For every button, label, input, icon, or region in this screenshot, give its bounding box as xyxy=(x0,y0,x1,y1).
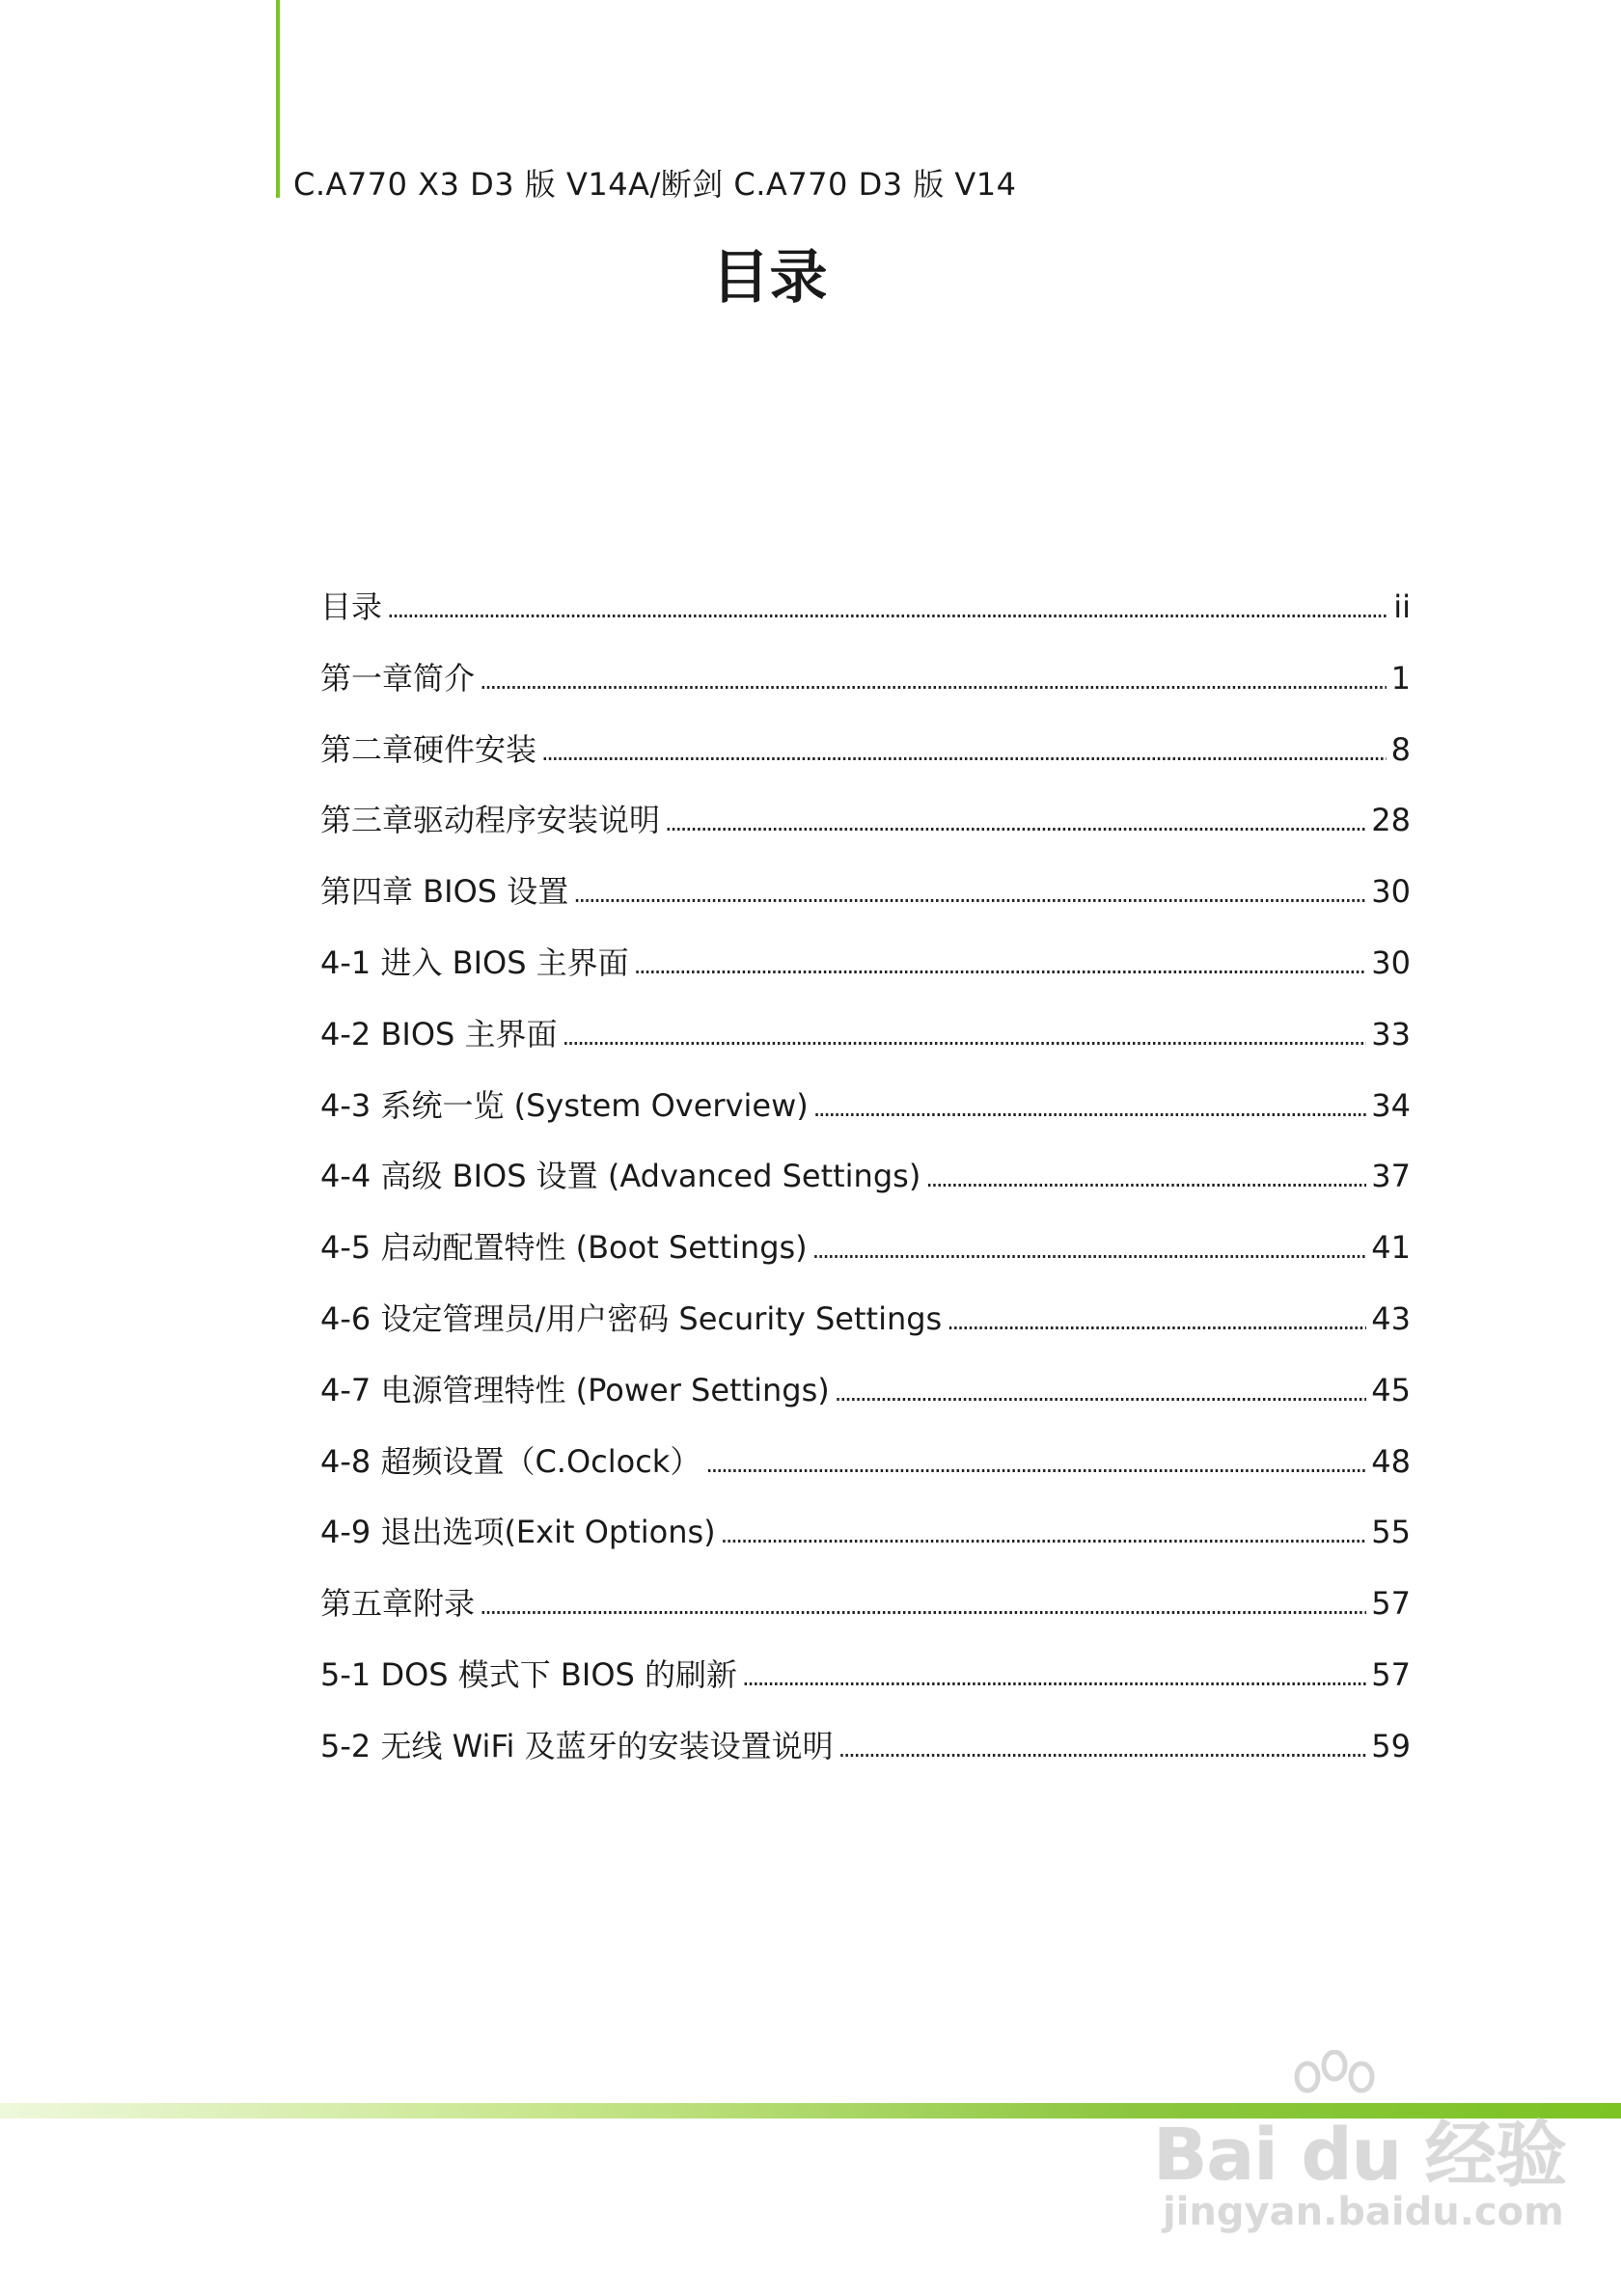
toc-entry-page: 59 xyxy=(1371,1727,1411,1764)
watermark-brand: Bai du 经验 xyxy=(1153,2114,1566,2197)
toc-entry[interactable] xyxy=(320,1579,1411,1651)
toc-dot-leader xyxy=(563,1016,1367,1052)
toc-dot-leader xyxy=(634,944,1367,981)
toc-entry-label: 第二章硬件安装 xyxy=(320,730,537,768)
toc-entry-label: 4-6 设定管理员/用户密码 Security Settings xyxy=(320,1299,943,1337)
watermark-url: jingyan.baidu.com xyxy=(1163,2190,1564,2234)
toc-dot-leader xyxy=(925,1158,1366,1194)
toc-entry-page: 33 xyxy=(1371,1015,1411,1052)
baidu-jingyan-watermark xyxy=(1153,2050,1566,2243)
toc-entry[interactable] xyxy=(320,1722,1411,1793)
toc-entry[interactable] xyxy=(320,1651,1411,1722)
toc-entry-page: 1 xyxy=(1390,659,1411,697)
toc-dot-leader xyxy=(813,1087,1367,1124)
toc-entry-page: 41 xyxy=(1371,1229,1411,1267)
toc-entry[interactable] xyxy=(320,1152,1411,1223)
toc-entry-page: 37 xyxy=(1371,1158,1411,1195)
toc-entry[interactable] xyxy=(320,1010,1411,1081)
toc-dot-leader xyxy=(838,1728,1367,1764)
toc-entry[interactable] xyxy=(320,725,1411,797)
toc-entry[interactable] xyxy=(320,583,1411,654)
toc-entry-label: 4-2 BIOS 主界面 xyxy=(320,1015,558,1052)
header-accent-rule xyxy=(276,0,280,198)
page-title: 目录 xyxy=(711,244,828,312)
toc-entry-page: 48 xyxy=(1371,1442,1411,1480)
toc-entry-page: 43 xyxy=(1371,1299,1411,1337)
toc-entry-page: 57 xyxy=(1371,1585,1411,1623)
toc-entry-page: 34 xyxy=(1371,1086,1411,1124)
toc-dot-leader xyxy=(835,1372,1367,1408)
toc-entry[interactable] xyxy=(320,1295,1411,1366)
toc-entry[interactable] xyxy=(320,1081,1411,1153)
toc-dot-leader xyxy=(742,1656,1366,1693)
toc-entry-label: 4-9 退出选项(Exit Options) xyxy=(320,1514,716,1551)
toc-entry-label: 4-3 系统一览 (System Overview) xyxy=(320,1086,809,1124)
toc-entry-page: 45 xyxy=(1371,1371,1411,1408)
toc-entry[interactable] xyxy=(320,1437,1411,1509)
toc-entry-page: 8 xyxy=(1390,730,1411,768)
toc-dot-leader xyxy=(541,731,1387,768)
toc-entry-page: 28 xyxy=(1371,802,1411,839)
toc-dot-leader xyxy=(705,1443,1366,1480)
toc-entry[interactable] xyxy=(320,939,1411,1010)
toc-entry-label: 4-8 超频设置（C.Oclock） xyxy=(320,1442,701,1480)
toc-entry[interactable] xyxy=(320,1366,1411,1437)
toc-entry-label: 4-4 高级 BIOS 设置 (Advanced Settings) xyxy=(320,1158,921,1195)
toc-entry-label: 4-5 启动配置特性 (Boot Settings) xyxy=(320,1229,808,1267)
toc-dot-leader xyxy=(387,588,1388,625)
toc-entry-page: ii xyxy=(1393,588,1411,625)
toc-entry[interactable] xyxy=(320,1508,1411,1579)
toc-entry-label: 第三章驱动程序安装说明 xyxy=(320,802,661,839)
toc-dot-leader xyxy=(480,1585,1366,1622)
toc-dot-leader xyxy=(573,873,1366,910)
toc-dot-leader xyxy=(721,1514,1367,1550)
toc-entry[interactable] xyxy=(320,1223,1411,1295)
toc-entry-label: 第一章简介 xyxy=(320,659,476,697)
toc-entry-label: 5-1 DOS 模式下 BIOS 的刷新 xyxy=(320,1655,737,1693)
toc-dot-leader xyxy=(480,660,1387,697)
toc-entry-page: 55 xyxy=(1371,1514,1411,1551)
toc-entry-label: 第四章 BIOS 设置 xyxy=(320,873,569,911)
document-header: C.A770 X3 D3 版 V14A/断剑 C.A770 D3 版 V14 xyxy=(293,166,1017,203)
toc-entry-page: 57 xyxy=(1371,1655,1411,1693)
toc-entry-label: 目录 xyxy=(320,588,383,625)
toc-dot-leader xyxy=(947,1300,1366,1337)
toc-entry-label: 第五章附录 xyxy=(320,1585,476,1623)
toc-entry[interactable] xyxy=(320,867,1411,939)
toc-entry[interactable] xyxy=(320,654,1411,725)
toc-dot-leader xyxy=(665,802,1366,838)
toc-entry-page: 30 xyxy=(1371,873,1411,911)
toc-entry-page: 30 xyxy=(1371,943,1411,981)
toc-entry-label: 4-1 进入 BIOS 主界面 xyxy=(320,943,629,981)
table-of-contents xyxy=(320,583,1411,1793)
toc-entry[interactable] xyxy=(320,796,1411,867)
toc-entry-label: 4-7 电源管理特性 (Power Settings) xyxy=(320,1371,830,1408)
toc-entry-label: 5-2 无线 WiFi 及蓝牙的安装设置说明 xyxy=(320,1727,834,1764)
toc-dot-leader xyxy=(812,1229,1367,1266)
